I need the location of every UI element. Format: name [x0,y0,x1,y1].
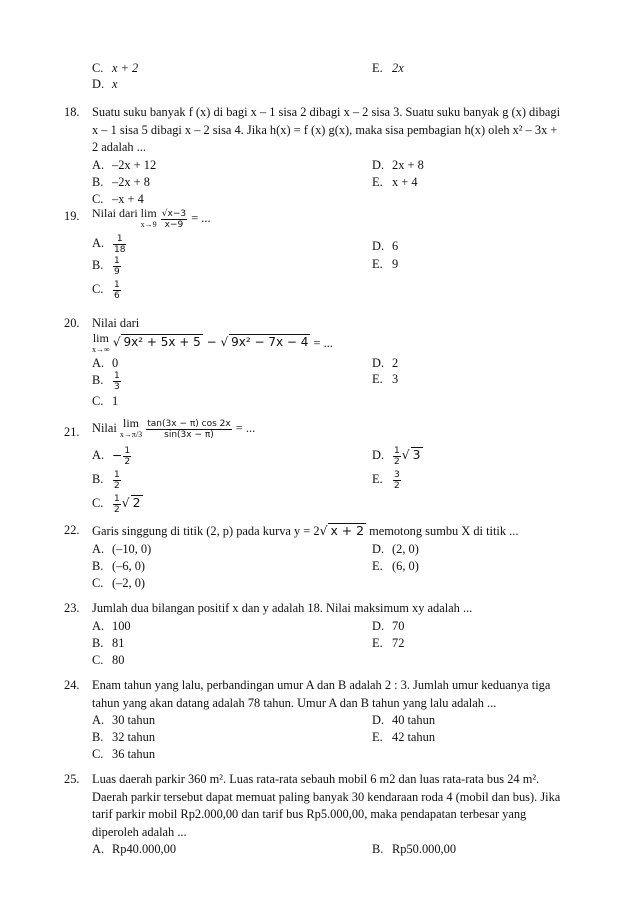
question-number: 23. [64,601,80,615]
question-18 [64,104,592,209]
option-c: C. –x + 4 [92,191,144,206]
question-17-tail [64,60,592,96]
option-d: D. 2 [372,355,399,370]
option-c: C. 1 [92,393,119,408]
question-20 [64,315,592,407]
option-c: C. $\frac{1}{6}$ [92,280,120,301]
option-a: A. 100 [92,618,131,633]
question-stem: Nilai dari lim x→9 $\frac{√x-3}{x-9}$ = ... [92,206,211,230]
option-d: D. (2, 0) [372,541,419,556]
option-a: A. (–10, 0) [92,541,152,556]
option-e: E. 42 tahun [372,730,436,744]
option-d: D. 70 [372,618,405,633]
option-b: B. $\frac{1}{3}$ [92,370,120,392]
question-stem: Luas daerah parkir 360 m². Luas rata-rata sebauh mobil 6 m2 dan luas rata-rata bus 24 m². Daerah parkir tersebut dapat memuat paling banyak 30 kendaraan roda 4 (mobil dan bus). Jika tarif parkir mobil Rp2.000,00 dan tarif bus Rp5.000,00, maka pendapatan terbesar yang diperoleh adalah ... [92,772,561,839]
option-c: C. $\frac{1}{2}$ √ 2 [92,494,141,515]
question-19 [64,206,592,301]
option-b: B. $\frac{1}{2}$ [92,470,120,491]
question-number: 24. [64,678,80,692]
option-d: D. 2x + 8 [372,157,424,172]
question-number: 19. [64,209,80,223]
option-b: B. 81 [92,635,125,650]
option-e: E. 3 [372,371,399,386]
question-23 [64,600,592,670]
question-stem: Jumlah dua bilangan positif x dan y adalah 18. Nilai maksimum xy adalah ... [92,601,473,615]
option-e: E. 2x [372,61,404,75]
question-22 [64,522,592,593]
option-b: B. 32 tahun [92,730,156,744]
question-25 [64,771,592,859]
question-stem: Garis singgung di titik (2, p) pada kurva y = 2√ x + 2 memotong sumbu X di titik ... [92,523,519,538]
option-c: C. 80 [92,652,125,667]
option-e: E. 9 [372,257,399,271]
option-d: D. $\frac{1}{2}$ √ 3 [372,446,421,467]
question-number: 22. [64,523,80,537]
option-a: A. $\frac{1}{18}$ [92,234,126,255]
option-e: E. x + 4 [372,174,418,189]
question-stem: Nilai lim x→π/3 $\frac{\tan(3x - \pi) \cos 2x}{\sin(3x - \pi)}$ = ... [92,416,256,440]
option-c: C. 36 tahun [92,747,156,761]
question-21 [64,418,592,516]
question-stem: Enam tahun yang lalu, perbandingan umur A dan B adalah 2 : 3. Jumlah umur keduanya tiga tahun yang akan datang adalah 78 tahun. Umur A dan B tahun yang lalu adalah ... [92,678,551,710]
option-b: B. –2x + 8 [92,174,150,189]
option-a: A. –2x + 12 [92,157,157,172]
question-stem-expression: lim x→∞ √ 9x² + 5x + 5 − √ 9x² − 7x − 4 = ... [92,330,333,354]
question-number: 21. [64,425,80,439]
option-c: C. x + 2 [92,61,139,75]
option-a: A. 30 tahun [92,713,156,727]
question-number: 18. [64,105,80,119]
option-a: A. − $\frac{1}{2}$ [92,446,131,467]
question-24 [64,677,592,764]
option-b: B. (–6, 0) [92,558,146,573]
option-a: A. Rp40.000,00 [92,842,177,856]
option-d: D. 40 tahun [372,713,436,727]
option-b: B. $\frac{1}{9}$ [92,256,120,277]
option-c: C. (–2, 0) [92,575,146,590]
question-number: 25. [64,772,80,786]
option-b: B. Rp50.000,00 [372,842,457,856]
option-d: D. x [92,77,118,91]
option-e: E. (6, 0) [372,558,419,573]
question-number: 20. [64,316,80,330]
question-stem-label: Nilai dari [92,316,140,330]
option-d: D. 6 [372,239,399,253]
question-stem: Suatu suku banyak f (x) di bagi x – 1 sisa 2 dibagi x – 2 sisa 3. Suatu suku banyak g (x) dibagi x – 1 sisa 5 dibagi x – 2 sisa 4. Jika h(x) = f (x) g(x), maka sisa pembagian h(x) oleh x² – 3x + 2 adalah ... [92,105,561,154]
option-e: E. $\frac{3}{2}$ [372,470,400,491]
option-a: A. 0 [92,355,119,370]
option-e: E. 72 [372,635,405,650]
